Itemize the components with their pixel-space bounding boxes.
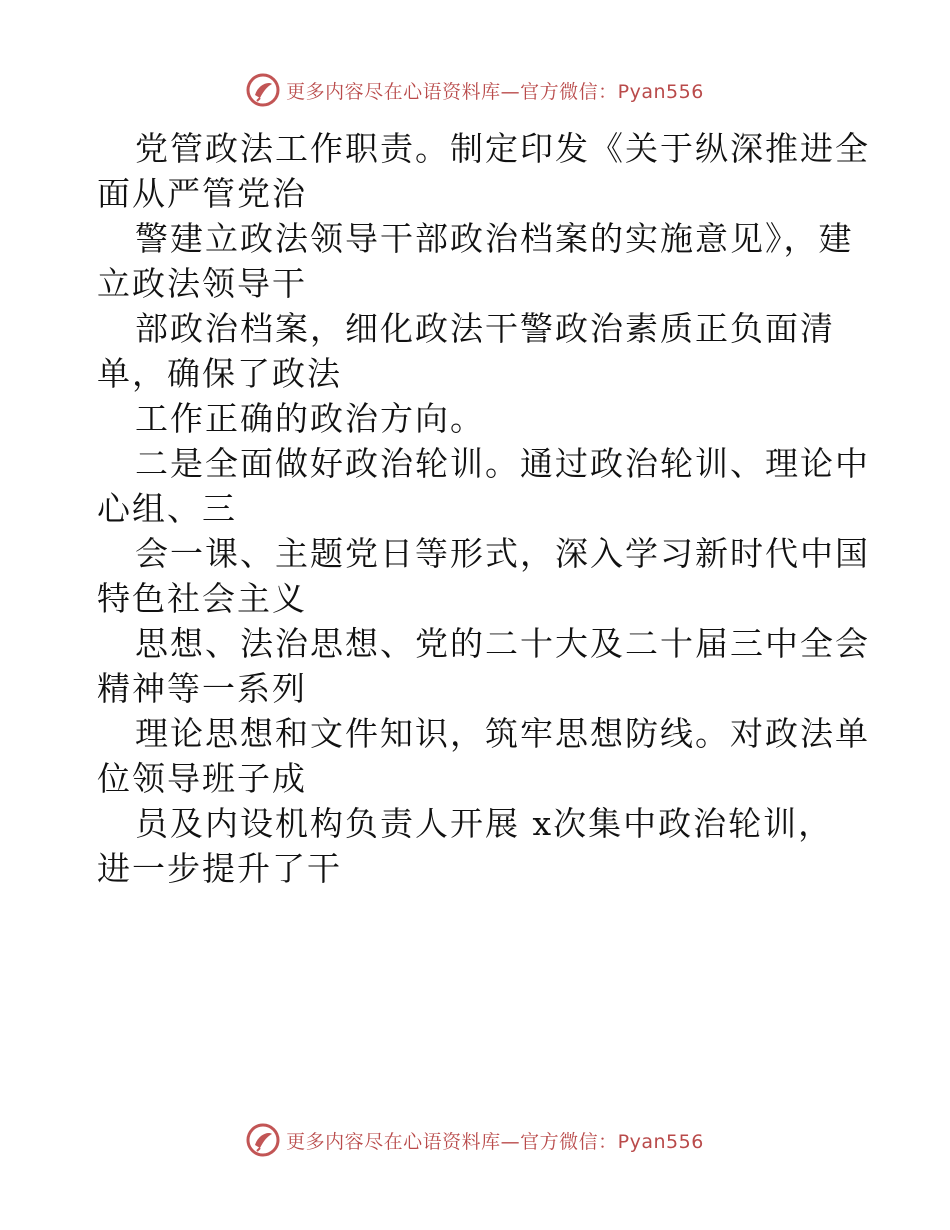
text-line: 心组、三 [97,489,237,528]
text-line: 立政法领导干 [97,264,307,303]
text-line: 精神等一系列 [97,669,307,708]
text-line: 理论思想和文件知识，筑牢思想防线。对政法单 [135,714,870,753]
text-line: 会一课、主题党日等形式，深入学习新时代中国 [135,534,870,573]
text-line: 员及内设机构负责人开展 x次集中政治轮训， [135,804,834,843]
text-line: 特色社会主义 [97,579,307,618]
footer-banner [0,1120,950,1160]
document-body [97,126,870,891]
brand-logo-icon [246,1123,280,1157]
text-line: 党管政法工作职责。制定印发《关于纵深推进全 [135,129,870,168]
footer-banner-text: 更多内容尽在心语资料库—官方微信：Pyan556 [286,1130,704,1153]
text-line: 工作正确的政治方向。 [135,399,485,438]
text-line: 面从严管党治 [97,174,307,213]
text-line: 单，确保了政法 [97,354,342,393]
text-line: 思想、法治思想、党的二十大及二十届三中全会 [135,624,870,663]
text-line: 警建立政法领导干部政治档案的实施意见》，建 [135,219,854,258]
header-banner-text: 更多内容尽在心语资料库—官方微信：Pyan556 [286,80,704,103]
brand-logo-icon [246,73,280,107]
text-line: 进一步提升了干 [97,849,342,888]
header-banner [0,70,950,110]
text-line: 位领导班子成 [97,759,307,798]
text-line: 部政治档案，细化政法干警政治素质正负面清 [135,309,835,348]
text-line: 二是全面做好政治轮训。通过政治轮训、理论中 [135,444,870,483]
